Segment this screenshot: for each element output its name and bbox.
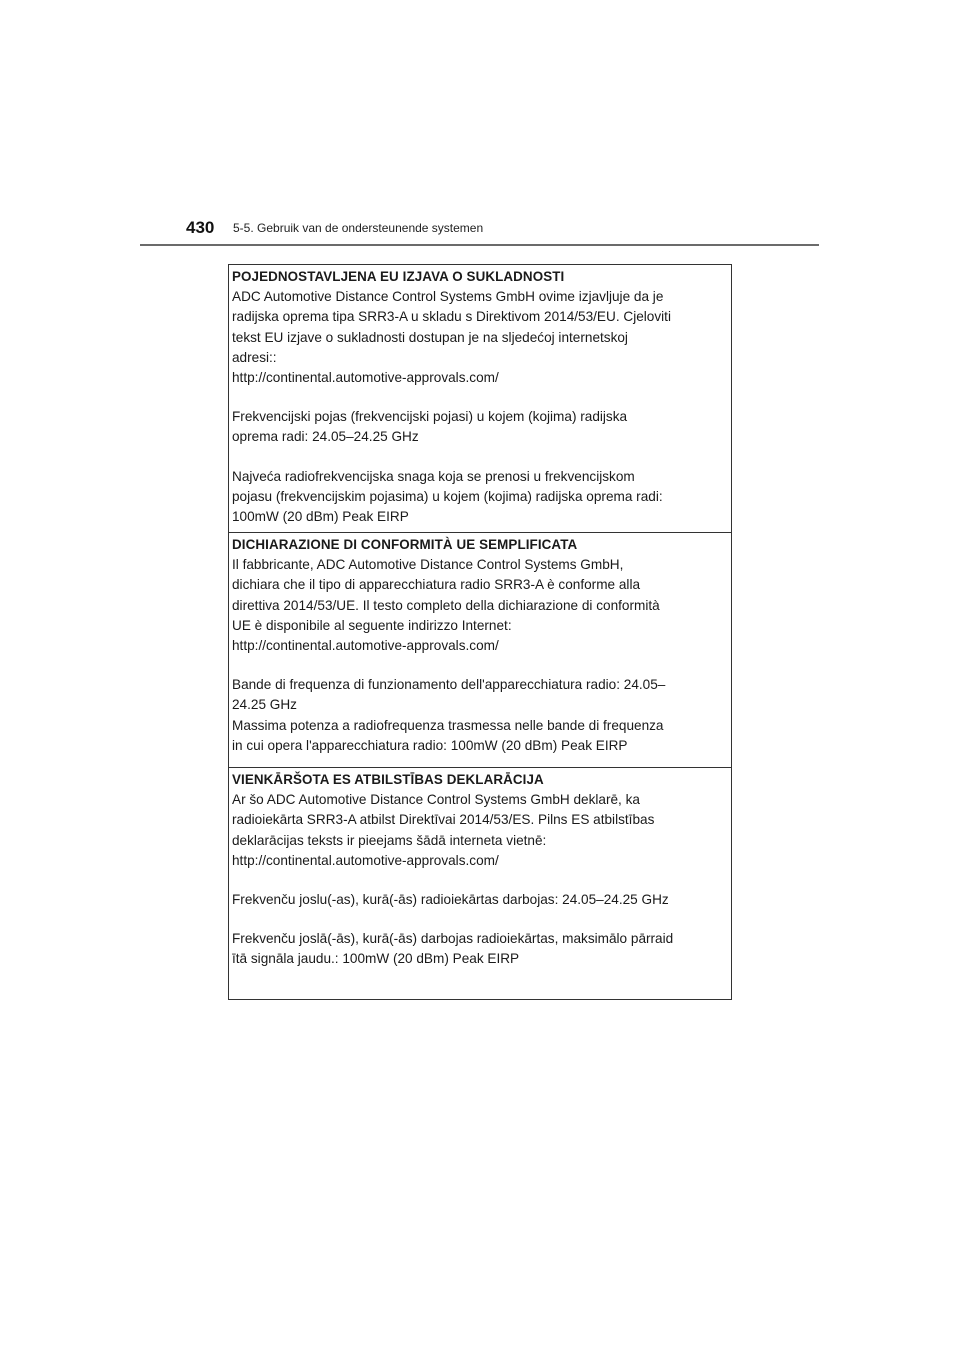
paragraph (232, 929, 731, 969)
text-line: in cui opera l'apparecchiatura radio: 100mW (20 dBm) Peak EIRP (232, 737, 628, 753)
paragraph (232, 407, 731, 447)
section-heading: DICHIARAZIONE DI CONFORMITÀ UE SEMPLIFICATA (232, 537, 578, 552)
text-line: 100mW (20 dBm) Peak EIRP (232, 509, 409, 525)
declaration-section-it (229, 532, 731, 767)
paragraph (232, 287, 731, 388)
paragraph (232, 467, 731, 528)
url-text: http://continental.automotive-approvals.com/ (232, 370, 499, 386)
text-line: dichiara che il tipo di apparecchiatura radio SRR3-A è conforme alla (232, 577, 641, 593)
text-line: radijska oprema tipa SRR3-A u skladu s Direktivom 2014/53/EU. Cjeloviti (232, 309, 671, 325)
declaration-section-hr (229, 265, 731, 532)
declaration-box (228, 264, 732, 1000)
text-line: adresi:: (232, 349, 277, 365)
header-divider (140, 244, 819, 246)
text-line: Bande di frequenza di funzionamento dell'apparecchiatura radio: 24.05– (232, 677, 666, 693)
text-line: Massima potenza a radiofrequenza trasmessa nelle bande di frequenza (232, 717, 664, 733)
url-text: http://continental.automotive-approvals.com/ (232, 852, 499, 868)
page-number: 430 (186, 218, 215, 237)
text-line: ADC Automotive Distance Control Systems GmbH ovime izjavljuje da je (232, 289, 664, 305)
text-line: Frekvenču joslā(-ās), kurā(-ās) darbojas radioiekārtas, maksimālo pārraid (232, 931, 674, 947)
url-text: http://continental.automotive-approvals.com/ (232, 638, 499, 654)
paragraph (232, 790, 731, 871)
text-line: deklarācijas teksts ir pieejams šādā interneta vietnē: (232, 832, 547, 848)
paragraph (232, 555, 731, 656)
text-line: Il fabbricante, ADC Automotive Distance Control Systems GmbH, (232, 557, 624, 573)
paragraph (232, 675, 731, 756)
text-line: direttiva 2014/53/UE. Il testo completo della dichiarazione di conformità (232, 597, 660, 613)
section-heading: VIENKĀRŠOTA ES ATBILSTĪBAS DEKLARĀCIJA (232, 772, 544, 787)
text-line: radioiekārta SRR3-A atbilst Direktīvai 2014/53/ES. Pilns ES atbilstības (232, 812, 655, 828)
text-line: Frekvencijski pojas (frekvencijski pojasi) u kojem (kojima) radijska (232, 409, 628, 425)
text-line: ītā signāla jaudu.: 100mW (20 dBm) Peak EIRP (232, 951, 520, 967)
text-line: Najveća radiofrekvencijska snaga koja se prenosi u frekvencijskom (232, 468, 635, 484)
section-heading: POJEDNOSTAVLJENA EU IZJAVA O SUKLADNOSTI (232, 269, 565, 284)
text-line: oprema radi: 24.05–24.25 GHz (232, 429, 419, 445)
text-line: 24.25 GHz (232, 697, 297, 713)
text-line: tekst EU izjave o sukladnosti dostupan je na sljedećoj internetskoj (232, 329, 628, 345)
text-line: Ar šo ADC Automotive Distance Control Systems GmbH deklarē, ka (232, 792, 640, 808)
declaration-section-lv (229, 767, 731, 999)
paragraph (232, 890, 731, 910)
text-line: pojasu (frekvencijskim pojasima) u kojem (kojima) radijska oprema radi: (232, 488, 663, 504)
text-line: Frekvenču joslu(-as), kurā(-ās) radioiekārtas darbojas: 24.05–24.25 GHz (232, 892, 669, 908)
text-line: UE è disponibile al seguente indirizzo Internet: (232, 617, 512, 633)
section-title: 5-5. Gebruik van de ondersteunende systemen (233, 221, 484, 235)
